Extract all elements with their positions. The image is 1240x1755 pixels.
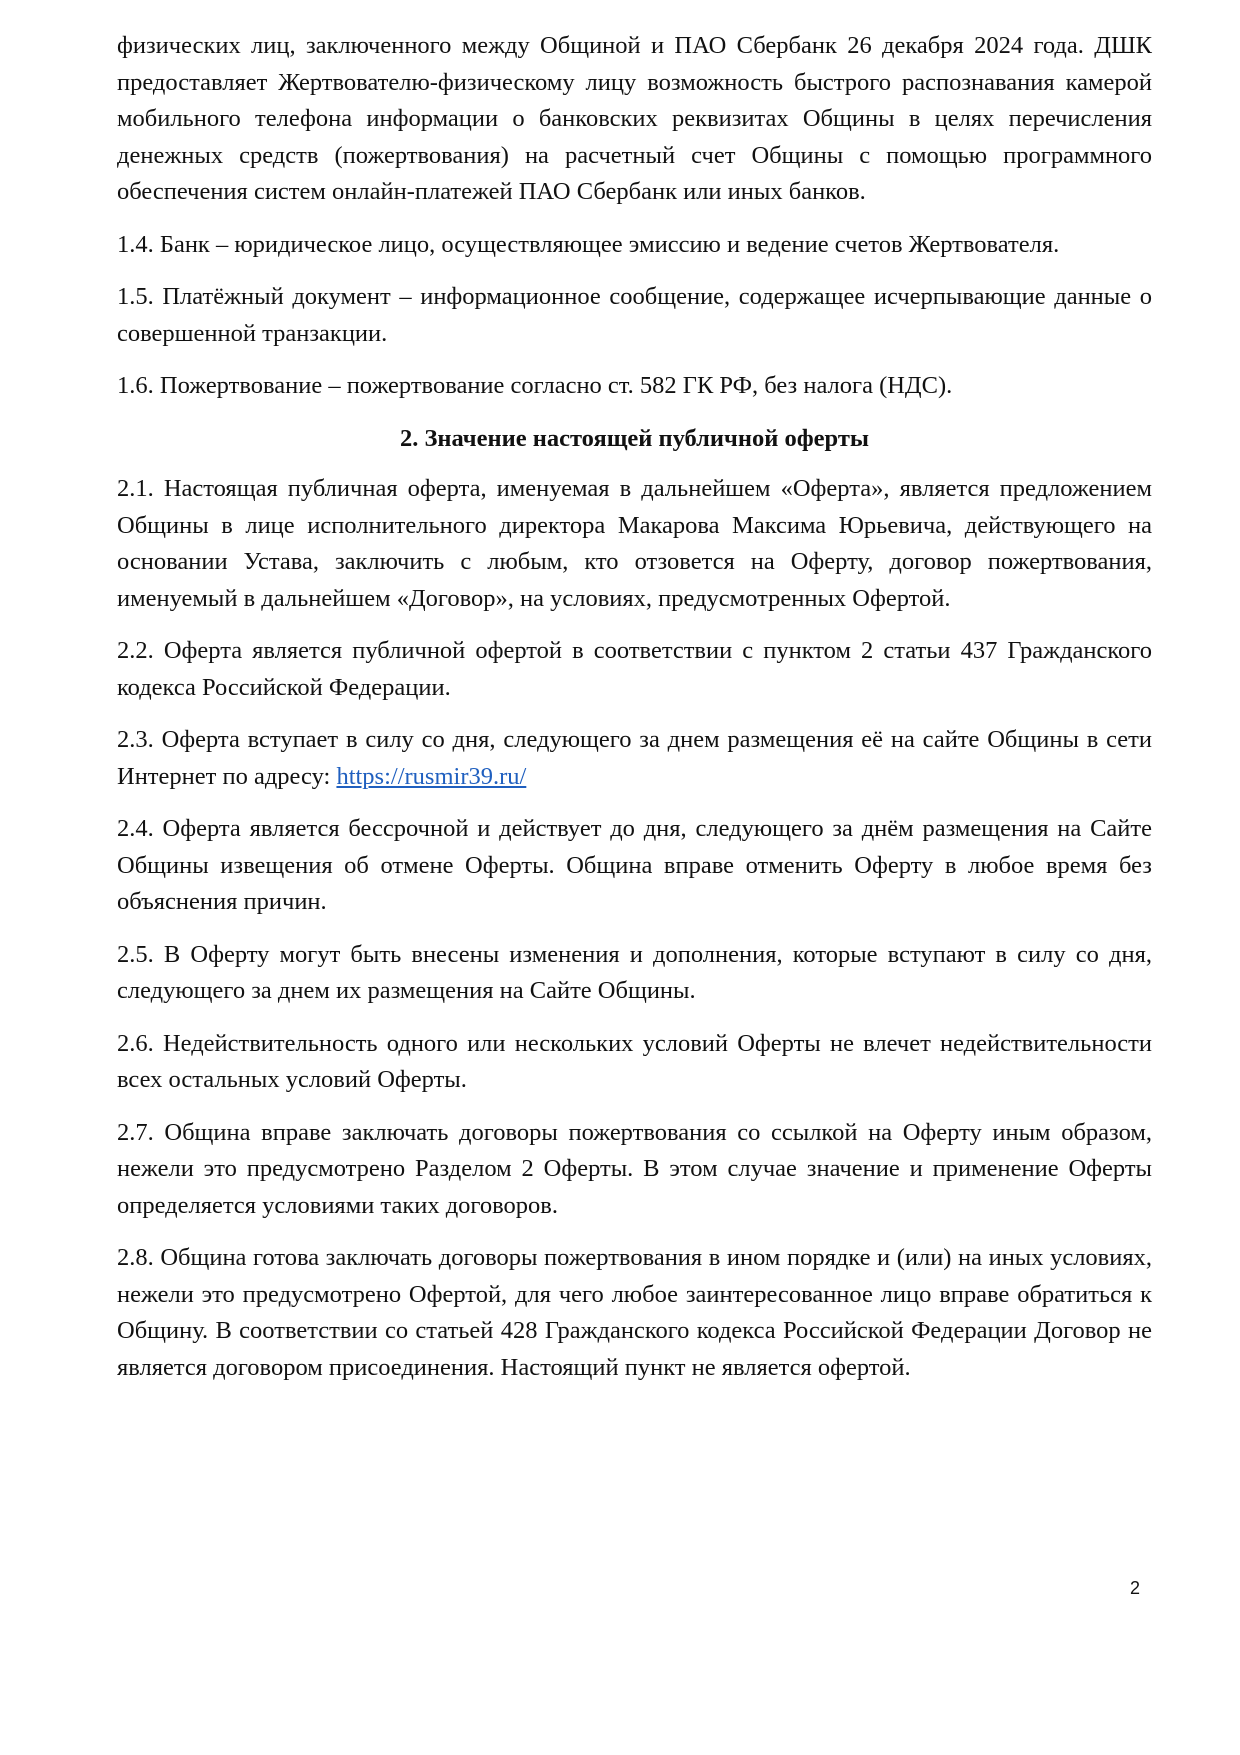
page-number: 2 (1130, 1578, 1141, 1598)
intro-paragraph: физических лиц, заключенного между Общиной и ПАО Сбербанк 26 декабря 2024 года. ДШК предоставляет Жертвователю-физическому лицу возможность быстрого распознавания камерой мобильного телефона информации о банковских реквизитах Общины в целях перечисления денежных средств (пожертвования) на расчетный счет Общины с помощью программного обеспечения систем онлайн-платежей ПАО Сбербанк или иных банков. (117, 32, 1152, 205)
clause-2-5: 2.5. В Оферту могут быть внесены изменения и дополнения, которые вступают в силу со дня, следующего за днем их размещения на Сайте Общины. (117, 940, 1152, 1004)
clause-1-6: 1.6. Пожертвование – пожертвование согласно ст. 582 ГК РФ, без налога (НДС). (117, 372, 953, 399)
clause-2-3-text: 2.3. Оферта вступает в силу со дня, следующего за днем размещения её на сайте Общины в сети Интернет по адресу: (117, 726, 1152, 790)
clause-1-5: 1.5. Платёжный документ – информационное сообщение, содержащее исчерпывающие данные о совершенной транзакции. (117, 283, 1152, 347)
clause-2-7: 2.7. Община вправе заключать договоры пожертвования со ссылкой на Оферту иным образом, нежели это предусмотрено Разделом 2 Оферты. В этом случае значение и применение Оферты определяется условиями таких договоров. (117, 1118, 1152, 1219)
clause-2-3 (117, 722, 1152, 795)
website-link[interactable]: https://rusmir39.ru/ (336, 762, 527, 790)
clause-2-2: 2.2. Оферта является публичной офертой в соответствии с пунктом 2 статьи 437 Гражданского кодекса Российской Федерации. (117, 637, 1152, 701)
document-page (117, 28, 1152, 1402)
clause-2-8: 2.8. Община готова заключать договоры пожертвования в ином порядке и (или) на иных условиях, нежели это предусмотрено Офертой, для чего любое заинтересованное лицо вправе обратиться к Общину. В соответствии со статьей 428 Гражданского кодекса Российской Федерации Договор не является договором присоединения. Настоящий пункт не является офертой. (117, 1244, 1152, 1381)
clause-2-1: 2.1. Настоящая публичная оферта, именуемая в дальнейшем «Оферта», является предложением Общины в лице исполнительного директора Макарова Максима Юрьевича, действующего на основании Устава, заключить с любым, кто отзовется на Оферту, договор пожертвования, именуемый в дальнейшем «Договор», на условиях, предусмотренных Офертой. (117, 475, 1152, 612)
clause-2-4: 2.4. Оферта является бессрочной и действует до дня, следующего за днём размещения на Сайте Общины извещения об отмене Оферты. Община вправе отменить Оферту в любое время без объяснения причин. (117, 815, 1152, 915)
section-2-heading: 2. Значение настоящей публичной оферты (399, 424, 870, 452)
clause-2-6: 2.6. Недействительность одного или нескольких условий Оферты не влечет недействительности всех остальных условий Оферты. (117, 1029, 1152, 1093)
clause-1-4: 1.4. Банк – юридическое лицо, осуществляющее эмиссию и ведение счетов Жертвователя. (117, 230, 1060, 258)
